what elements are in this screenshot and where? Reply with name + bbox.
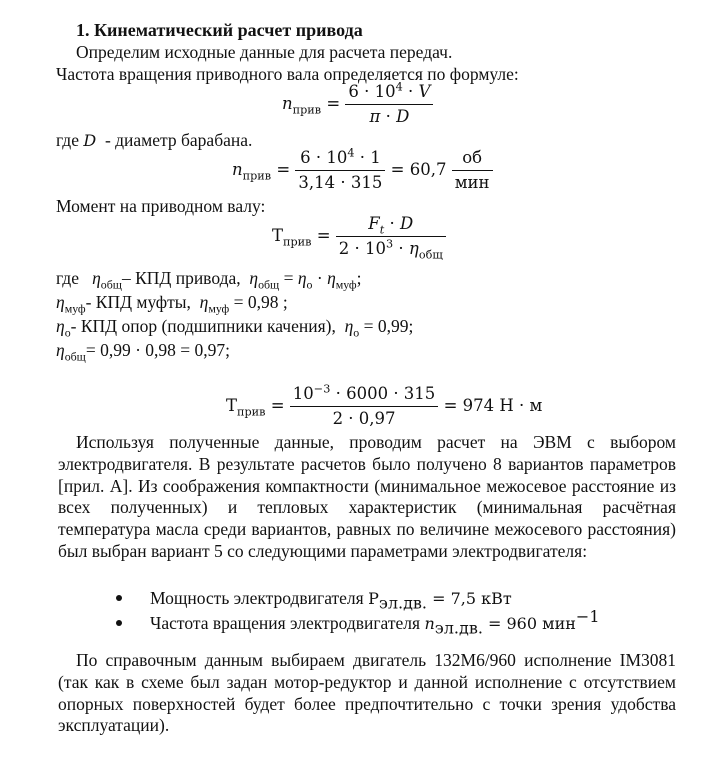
numerator: $10^{-3} \cdot 6000 \cdot 315$	[290, 384, 439, 407]
formula-torque: $T_{прив}$ = $\frac{F_t \cdot D}{2 \cdot 10^3 \cdot \eta_{общ}}$	[272, 214, 446, 259]
bullet-icon	[116, 595, 122, 601]
bullet-speed: Частота вращения электродвигателя $n_{эл.дв.} = 960$ мин$^{-1}$	[110, 611, 600, 636]
formula-drive-speed	[282, 82, 433, 127]
efficiency-line-1: где $\eta_{общ}-$ КПД привода, $\eta_{общ} = \eta_о \cdot \eta_{муф}$;	[56, 268, 362, 292]
unit-fraction: $\frac{об}{\text{мин}}$	[452, 148, 493, 193]
fraction	[336, 214, 446, 262]
formula-eq: =	[326, 94, 341, 113]
numerator: $F_t \cdot D$	[336, 214, 446, 237]
moment-intro-text: Момент на приводном валу:	[56, 196, 266, 216]
where-d-text: где D - диаметр барабана.	[56, 130, 253, 150]
bullet-power: Мощность электродвигателя $P_{эл.дв.} = 7,5$ кВт	[110, 586, 600, 611]
efficiency-line-4: $\eta_{общ}= 0,99 \cdot 0,98 = 0,97$;	[56, 340, 231, 364]
denominator: $2 \cdot 10^3 \cdot \eta_{общ}$	[338, 237, 443, 262]
formula-lhs-var: n	[282, 94, 293, 113]
fraction	[345, 82, 433, 127]
formula-torque-numeric: $T_{прив}$ = $\frac{10^{-3} \cdot 6000 \cdot 315}{2 \cdot 0,97}$ = 974 Н · м	[226, 382, 543, 428]
denominator: π · D	[369, 107, 410, 126]
denominator: 2 · 0,97	[332, 409, 396, 428]
result: = 974 Н · м	[443, 396, 543, 415]
fraction	[295, 148, 385, 193]
intro-text: Определим исходные данные для расчета передач.	[76, 42, 453, 62]
paragraph-calculation: Используя полученные данные, проводим расчет на ЭВМ с выбором электродвигателя. В результате расчетов было получено 8 вариантов параметров [прил. А]. Из соображения компактности (минимальное межосевое расстояние из всех полученных) и тепловых характеристик (минимальная расчётная температура масла среди вариантов, равных по величине межосевого расстояния) был выбран вариант 5 со следующими параметрами электродвигателя:	[58, 432, 676, 561]
formula-drive-speed-numeric: $n_{прив}$ = $\frac{6 \cdot 10^4 \cdot 1}{3,14 \cdot 315}$ = 60,7 $\frac{об}{\text{мин}}$	[232, 148, 493, 193]
section-heading: 1. Кинематический расчет привода	[76, 20, 363, 40]
motor-parameters-list	[110, 586, 600, 636]
result: = 60,7	[390, 160, 447, 179]
formula-lhs-sub: прив	[292, 103, 322, 117]
denominator: 3,14 · 315	[298, 173, 383, 192]
efficiency-line-3: $\eta_о-$ КПД опор (подшипники качения), $\eta_о = 0,99$;	[56, 316, 414, 340]
efficiency-line-2: $\eta_{муф}-$ КПД муфты, $\eta_{муф} = 0,98$ ;	[56, 292, 288, 316]
numerator: $6 \cdot 10^4 \cdot V$	[345, 82, 433, 105]
frequency-intro-text: Частота вращения приводного вала определяется по формуле:	[56, 64, 519, 84]
paragraph-motor-selection: По справочным данным выбираем двигатель 132М6/960 исполнение IM3081 (так как в схеме был задан мотор-редуктор и данной исполнение с отсутствием опорных поверхностей будет более предпочтительно с точки зрения удобства эксплуатации).	[58, 650, 676, 736]
numerator: $6 \cdot 10^4 \cdot 1$	[295, 148, 385, 171]
bullet-icon	[116, 620, 122, 626]
fraction	[290, 384, 439, 429]
